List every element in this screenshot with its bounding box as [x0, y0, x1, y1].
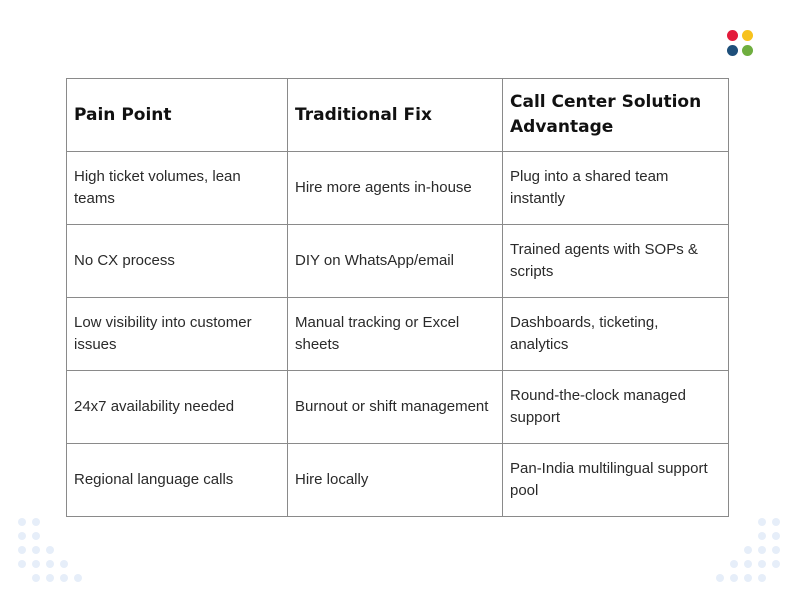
cell-solution-advantage: Round-the-clock managed support — [503, 371, 729, 444]
decorative-dot-grid-right — [716, 518, 780, 582]
cell-pain-point: Regional language calls — [67, 444, 288, 517]
cell-solution-advantage: Trained agents with SOPs & scripts — [503, 225, 729, 298]
table-header-row — [67, 79, 729, 152]
table-row — [67, 225, 729, 298]
header-solution-advantage: Call Center Solution Advantage — [503, 79, 729, 152]
cell-traditional-fix: Burnout or shift management — [288, 371, 503, 444]
cell-traditional-fix: Hire more agents in-house — [288, 152, 503, 225]
cell-traditional-fix: Hire locally — [288, 444, 503, 517]
header-traditional-fix: Traditional Fix — [288, 79, 503, 152]
cell-traditional-fix: DIY on WhatsApp/email — [288, 225, 503, 298]
logo-dot-green — [742, 45, 753, 56]
decorative-dot-grid-left — [18, 518, 82, 582]
cell-traditional-fix: Manual tracking or Excel sheets — [288, 298, 503, 371]
table-row — [67, 444, 729, 517]
cell-pain-point: 24x7 availability needed — [67, 371, 288, 444]
logo-dot-red — [727, 30, 738, 41]
cell-solution-advantage: Dashboards, ticketing, analytics — [503, 298, 729, 371]
cell-solution-advantage: Plug into a shared team instantly — [503, 152, 729, 225]
cell-pain-point: No CX process — [67, 225, 288, 298]
header-pain-point: Pain Point — [67, 79, 288, 152]
cell-pain-point: High ticket volumes, lean teams — [67, 152, 288, 225]
table-row — [67, 371, 729, 444]
comparison-table — [66, 78, 729, 517]
cell-solution-advantage: Pan-India multilingual support pool — [503, 444, 729, 517]
table-row — [67, 152, 729, 225]
cell-pain-point: Low visibility into customer issues — [67, 298, 288, 371]
logo-dot-yellow — [742, 30, 753, 41]
brand-logo — [727, 30, 755, 58]
table-row — [67, 298, 729, 371]
logo-dot-blue — [727, 45, 738, 56]
